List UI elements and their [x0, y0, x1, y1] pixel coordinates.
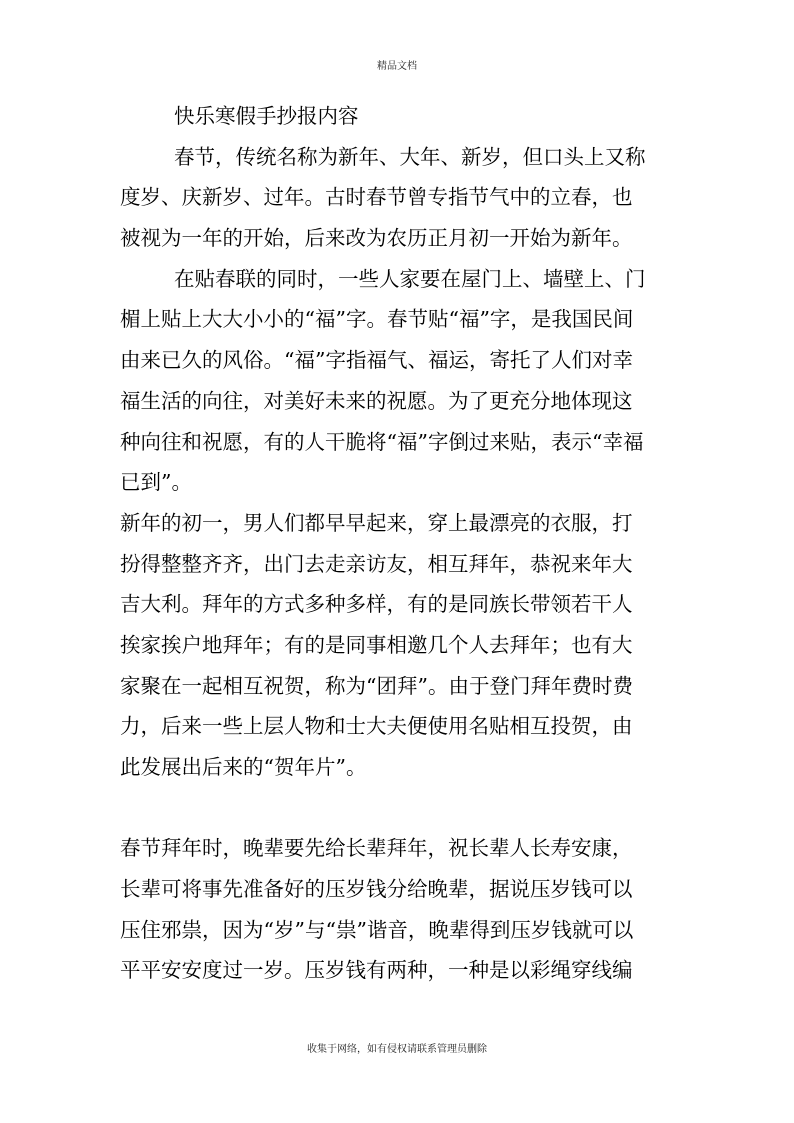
paragraph-line: 长辈可将事先准备好的压岁钱分给晚辈，据说压岁钱可以: [120, 877, 633, 902]
paragraph-line: 已到”。: [120, 470, 192, 495]
paragraph-line: 力，后来一些上层人物和士大夫便使用名贴相互投贺，由: [120, 714, 633, 739]
paragraph-line: 压住邪祟，因为“岁”与“祟”谐音，晚辈得到压岁钱就可以: [120, 917, 634, 942]
paragraph-line: 扮得整整齐齐，出门去走亲访友，相互拜年，恭祝来年大: [120, 551, 633, 576]
page-footer: 收集于网络，如有侵权请联系管理员删除: [307, 1044, 487, 1055]
paragraph: [120, 828, 670, 991]
paragraph-line: 平平安安度过一岁。压岁钱有两种，一种是以彩绳穿线编: [120, 958, 633, 983]
paragraph-line: 新年的初一，男人们都早早起来，穿上最漂亮的衣服，打: [120, 510, 633, 535]
document-title: 快乐寒假手抄报内容: [174, 104, 359, 128]
paragraph: [120, 503, 670, 788]
paragraph-line: 楣上贴上大大小小的“福”字。春节贴“福”字，是我国民间: [120, 307, 634, 332]
paragraph-line: 种向往和祝愿，有的人干脆将“福”字倒过来贴，表示“幸福: [120, 429, 644, 454]
page-header: 精品文档: [377, 61, 417, 72]
paragraph: [120, 137, 670, 259]
paragraph-line: 挨家挨户地拜年；有的是同事相邀几个人去拜年；也有大: [120, 632, 633, 657]
paragraph-line: 吉大利。拜年的方式多种多样，有的是同族长带领若干人: [120, 592, 633, 617]
paragraph-line: 由来已久的风俗。“福”字指福气、福运，寄托了人们对幸: [120, 348, 633, 373]
document-body: [120, 96, 670, 991]
paragraph-line: 此发展出后来的“贺年片”。: [120, 755, 367, 779]
paragraph-line: 被视为一年的开始，后来改为农历正月初一开始为新年。: [120, 226, 633, 251]
paragraph-line: 度岁、庆新岁、过年。古时春节曾专指节气中的立春，也: [120, 185, 633, 210]
paragraph-line: 福生活的向往，对美好未来的祝愿。为了更充分地体现这: [120, 388, 633, 413]
paragraph-line: 在贴春联的同时，一些人家要在屋门上、墙壁上、门: [174, 266, 646, 291]
paragraph-line: 春节，传统名称为新年、大年、新岁，但口头上又称: [174, 144, 646, 169]
paragraph-line: 春节拜年时，晚辈要先给长辈拜年，祝长辈人长寿安康，: [120, 836, 633, 861]
paragraph-line: 家聚在一起相互祝贺，称为“团拜”。由于登门拜年费时费: [120, 673, 633, 698]
paragraph: [120, 259, 670, 503]
blank-line: [120, 788, 670, 829]
